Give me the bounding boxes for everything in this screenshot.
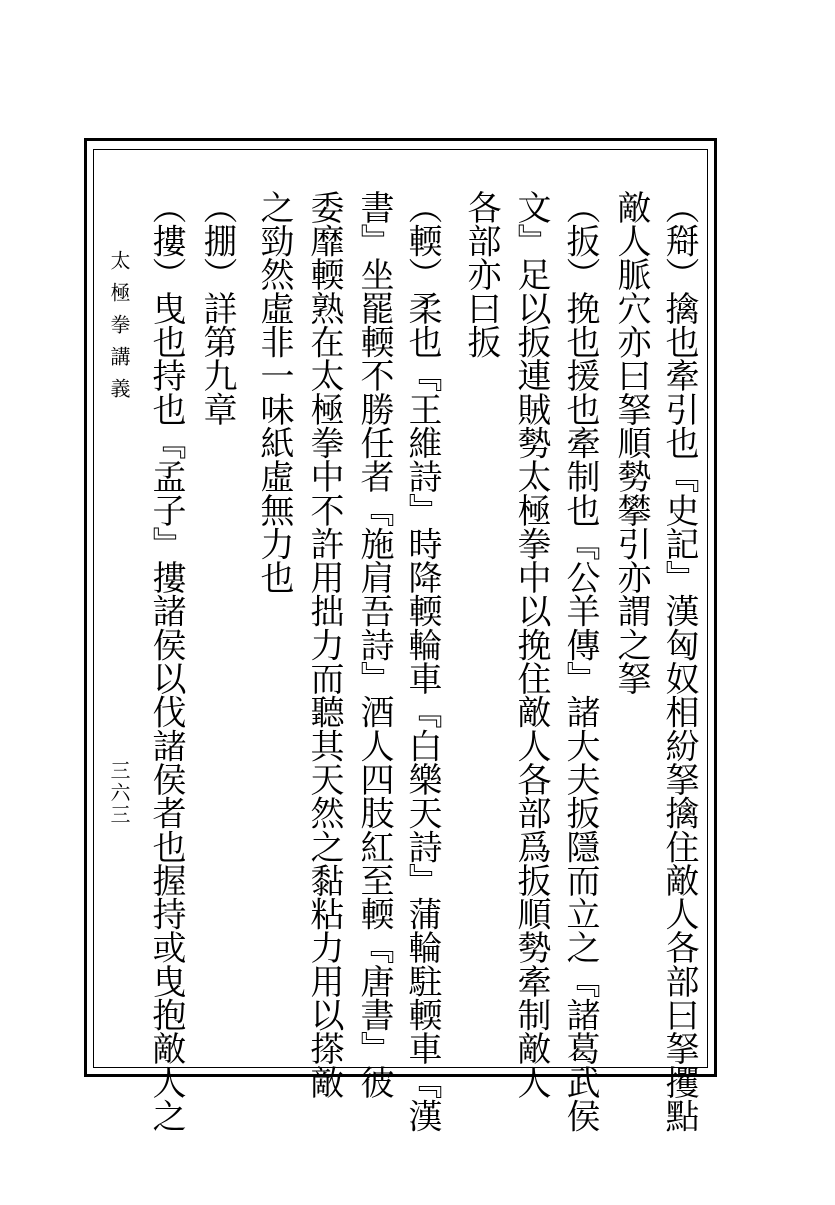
text-column: （搿）擒也牽引也『史記』漢匈奴相紛拏擒住敵人各部曰拏攫點 (659, 190, 699, 1133)
text-column: 各部亦曰扳 (461, 190, 501, 359)
text-column: （輭）柔也『王維詩』時降輭輪車『白樂天詩』蒲輪駐輭車『漢 (402, 190, 442, 1133)
text-column: （掤）詳第九章 (197, 190, 237, 426)
text-column: （摟）曳也持也『孟子』摟諸侯以伐諸侯者也握持或曳抱敵人之 (146, 190, 186, 1133)
page-number: 三六三 (107, 760, 131, 826)
text-column: （扳）挽也援也牽制也『公羊傳』諸大夫扳隱而立之『諸葛武侯 (560, 190, 600, 1133)
book-title: 太極拳講義 (107, 250, 131, 410)
text-column: 文』足以扳連賊勢太極拳中以挽住敵人各部爲扳順勢牽制敵人 (511, 190, 551, 1099)
text-column: 書』坐罷輭不勝任者『施肩吾詩』酒人四肢紅至輭『唐書』彼 (354, 190, 394, 1099)
text-column: 委靡輭熟在太極拳中不許用拙力而聽其天然之黏粘力用以搽敵 (304, 190, 344, 1099)
text-column: 之勁然虛非一味紙虛無力也 (254, 190, 294, 594)
text-column: 敵人脈穴亦曰拏順勢攀引亦謂之拏 (611, 190, 651, 695)
